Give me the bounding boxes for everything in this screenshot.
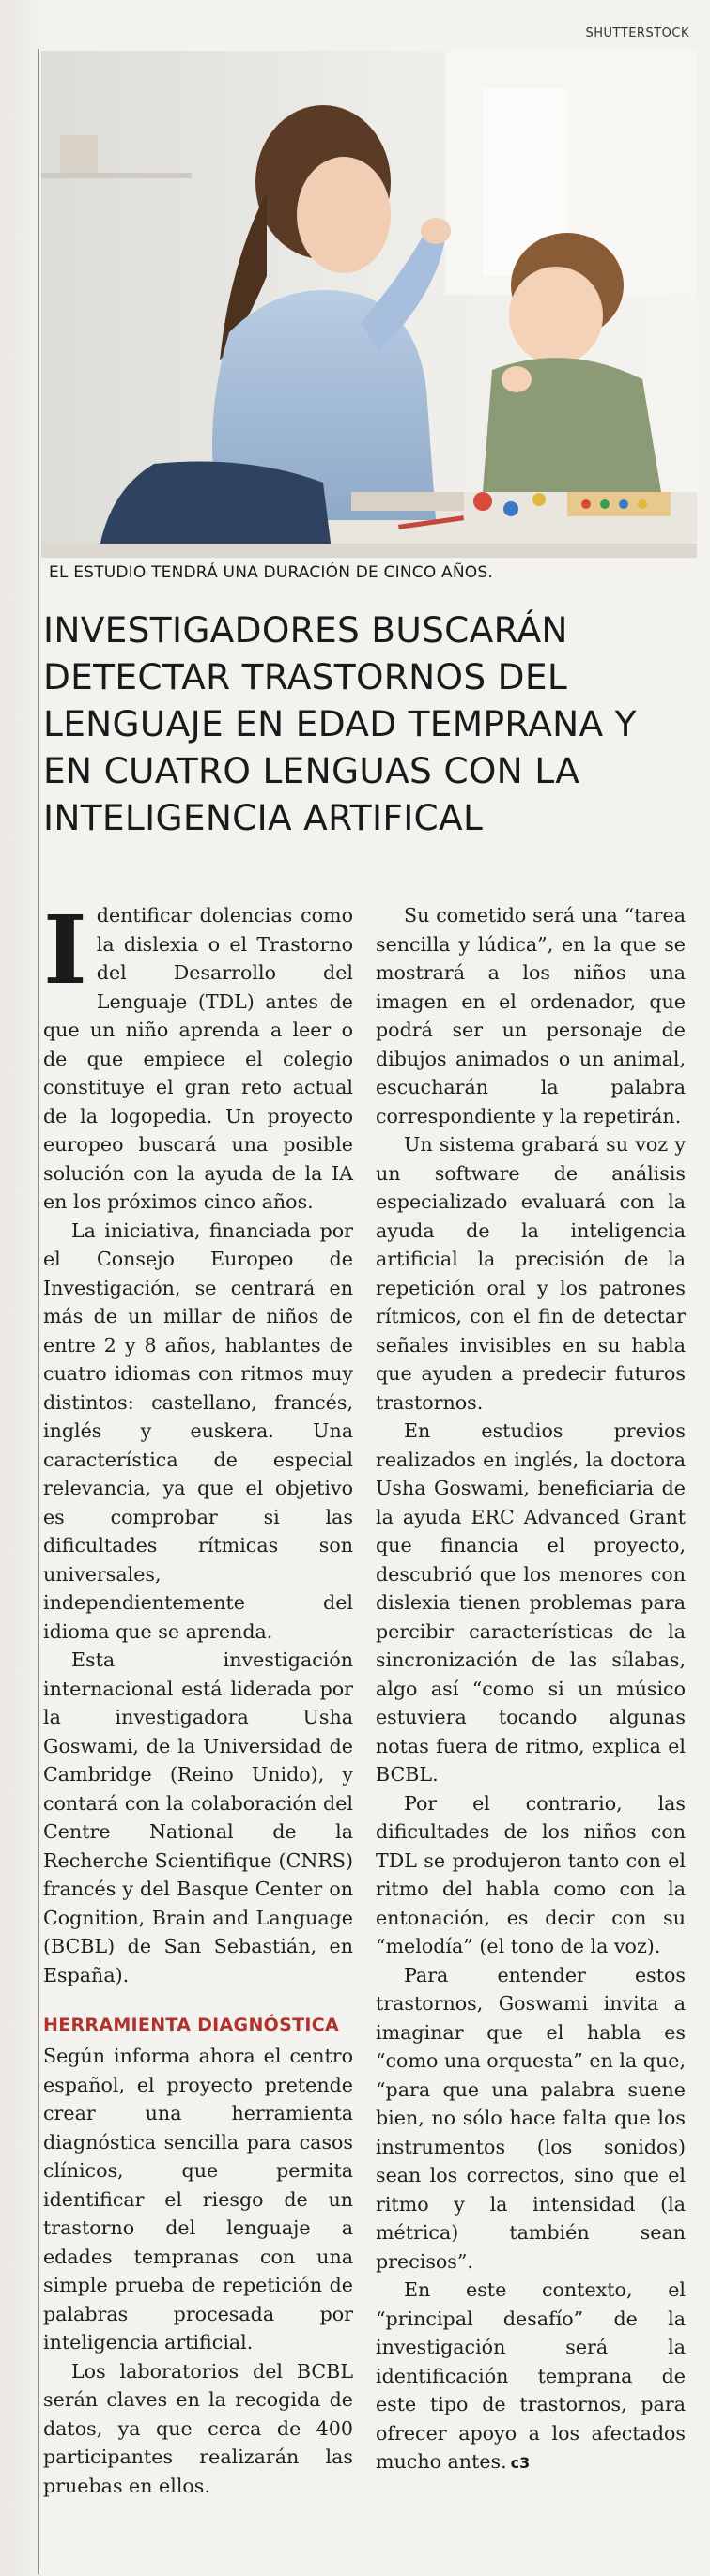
paragraph: En estudios previos realizados en inglés, la doctora Usha Goswami, beneficiaria de la ayuda ERC Advanced Grant que financia el proyecto, descubrió que los menores con dislexia tienen problemas para percibir características de la sincronización de las sílabas, algo así “como si un músico estuviera tocando algunas notas fuera de ritmo, explica el BCBL. <box>376 1419 686 1786</box>
paragraph: Por el contrario, las dificultades de los niños con TDL se produjeron tanto con el ritmo del habla como con la entonación, es decir con su “melodía” (el tono de la voz). <box>376 1791 686 1957</box>
article-column-2 <box>376 901 686 2478</box>
paragraph: Según informa ahora el centro español, el proyecto pretende crear una herramienta diagnóstica sencilla para casos clínicos, que permita identificar el riesgo de un trastorno del lenguaje a edades tempranas con una simple prueba de repetición de palabras procesada por inteligencia artificial. <box>43 2045 353 2354</box>
paragraph: Los laboratorios del BCBL serán claves en la recogida de datos, ya que cerca de 400 participantes realizarán las pruebas en ellos. <box>43 2359 353 2497</box>
section-subhead: HERRAMIENTA DIAGNÓSTICA <box>43 2015 339 2035</box>
end-of-article-mark: ᴄ3 <box>510 2454 531 2472</box>
drop-cap: I <box>43 895 87 1005</box>
lead-paragraph: Identificar dolencias como la dislexia o el Trastorno del Desarrollo del Lenguaje (TDL) antes de que un niño aprenda a leer o de que empiece el colegio constituye el gran reto actual de la logopedia. Un proyecto europeo buscará una posible solución con la ayuda de la IA en los próximos cinco años. <box>43 895 353 1213</box>
article-column-1 <box>43 895 353 2500</box>
page-gutter-shadow <box>0 0 41 2576</box>
photo-caption: EL ESTUDIO TENDRÁ UNA DURACIÓN DE CINCO AÑOS. <box>49 563 493 582</box>
article-photo <box>41 51 697 558</box>
final-paragraph: En este contexto, el “principal desafío” de la investigación será la identificación temprana de este tipo de trastornos, para ofrecer apoyo a los afectados mucho antes. ᴄ3 <box>376 2278 686 2473</box>
photo-credit: SHUTTERSTOCK <box>585 26 689 40</box>
paragraph: Para entender estos trastornos, Goswami invita a imaginar que el habla es “como una orquesta” en la que, “para que una palabra suene bien, no sólo hace falta que los instrumentos (los sonidos) sean los correctos, sino que el ritmo y la intensidad (la métrica) también sean precisos”. <box>376 1963 686 2273</box>
paragraph: Un sistema grabará su voz y un software de análisis especializado evaluará con la ayuda de la inteligencia artificial la precisión de la repetición oral y los patrones rítmicos, con el fin de detectar señales invisibles en su habla que ayuden a predecir futuros trastornos. <box>376 1133 686 1414</box>
column-rule <box>38 49 39 2574</box>
paragraph: La iniciativa, financiada por el Consejo Europeo de Investigación, se centrará en más de un millar de niños de entre 2 y 8 años, hablantes de cuatro idiomas con ritmos muy distintos: castellano, francés, inglés y euskera. Una característica de especial relevancia, ya que el objetivo es comprobar si las dificultades rítmicas son universales, independientemente del idioma que se aprenda. <box>43 1219 353 1643</box>
headline: INVESTIGADORES BUSCARÁN DETECTAR TRASTORNOS DEL LENGUAJE EN EDAD TEMPRANA Y EN CUATRO LENGUAS CON LA INTELIGENCIA ARTIFICAL <box>43 609 637 838</box>
therapist-and-child-illustration <box>41 51 697 558</box>
paragraph: Su cometido será una “tarea sencilla y lúdica”, en la que se mostrará a los niños una imagen en el ordenador, que podrá ser un personaje de dibujos animados o un animal, escucharán la palabra correspondiente y la repetirán. <box>376 904 686 1127</box>
paragraph: Esta investigación internacional está liderada por la investigadora Usha Goswami, de la Universidad de Cambridge (Reino Unido), y contará con la colaboración del Centre National de la Recherche Scientifique (CNRS) francés y del Basque Center on Cognition, Brain and Language (BCBL) de San Sebastián, en España). <box>43 1648 353 1986</box>
